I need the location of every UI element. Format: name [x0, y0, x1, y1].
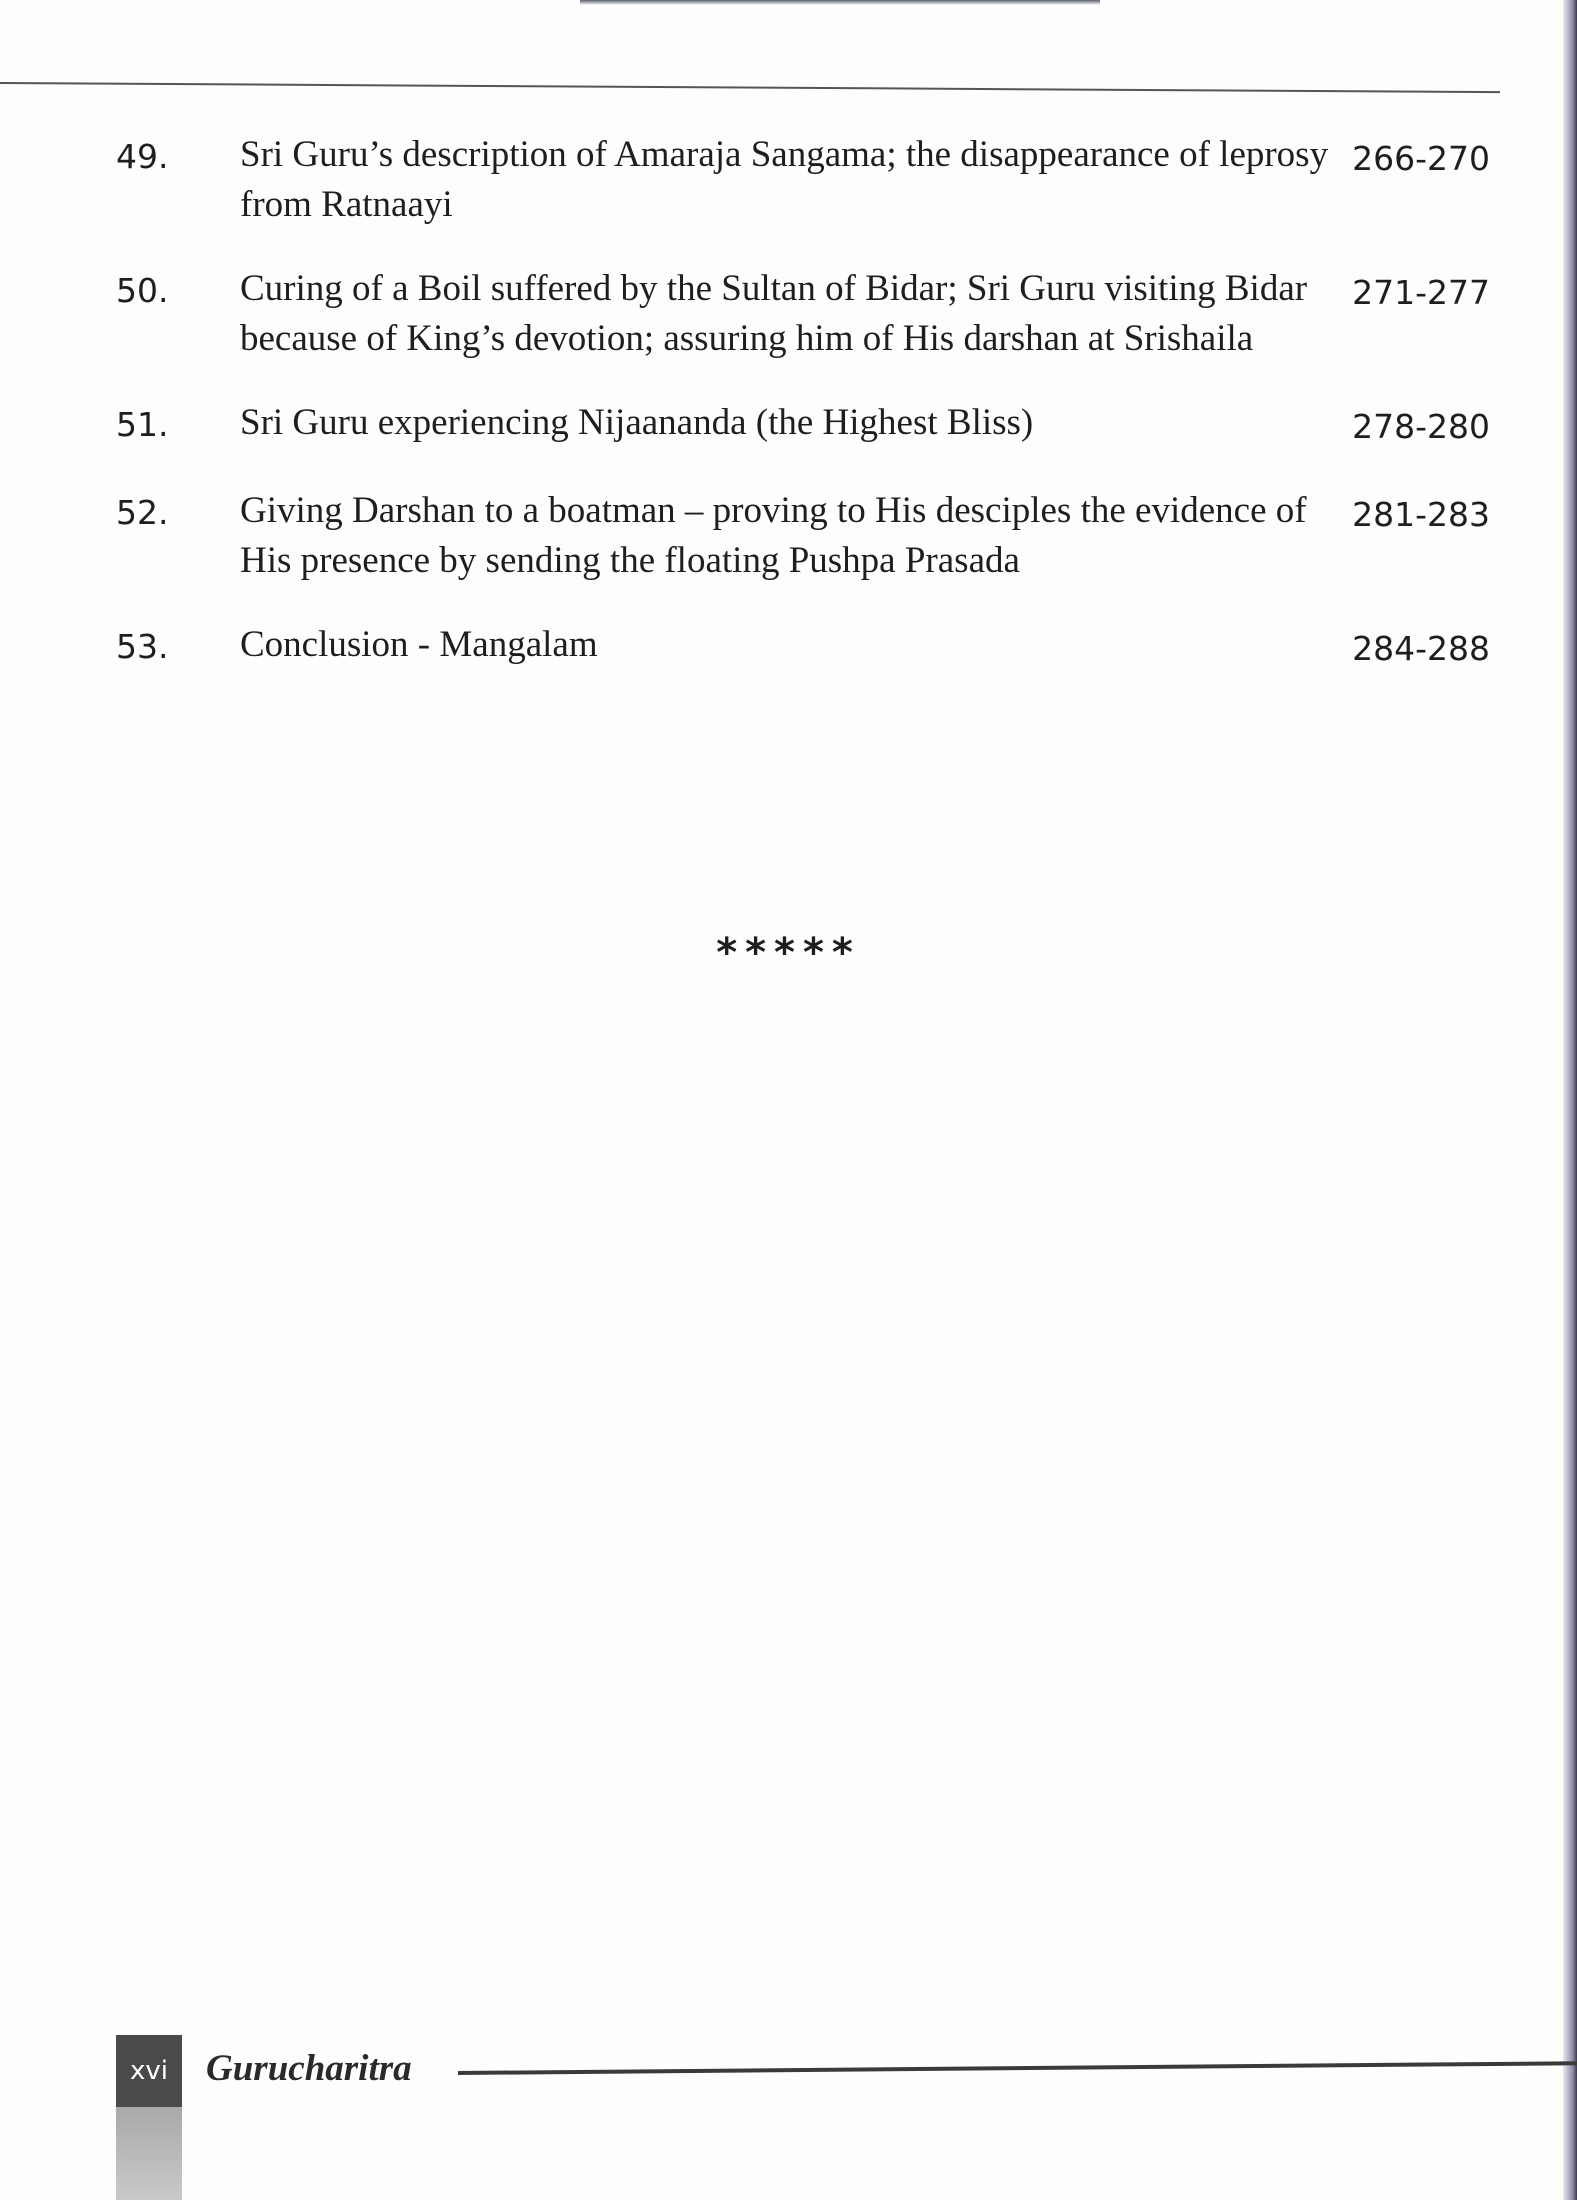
page-number: xvi [116, 2035, 182, 2107]
toc-entry-pages: 271-277 [1352, 273, 1490, 312]
toc-entry-title: Conclusion - Mangalam [240, 624, 598, 665]
page-right-edge [1563, 0, 1577, 2200]
toc-entry-number: 50. [116, 271, 169, 310]
toc-entry-number: 49. [116, 137, 169, 176]
toc-entry-title: Sri Guru experiencing Nijaananda (the Highest Bliss) [240, 402, 1034, 443]
table-of-contents [116, 130, 1496, 708]
toc-entry [116, 486, 1496, 586]
toc-entry-number: 53. [116, 627, 169, 666]
toc-entry [116, 264, 1496, 364]
running-title: Gurucharitra [206, 2048, 412, 2089]
toc-entry-pages: 284-288 [1352, 629, 1490, 668]
top-edge-shadow [580, 0, 1100, 5]
toc-entry [116, 398, 1496, 452]
footer-rule [458, 2061, 1577, 2075]
toc-entry-pages: 281-283 [1352, 495, 1490, 534]
toc-entry [116, 130, 1496, 230]
toc-entry-title: Giving Darshan to a boatman – proving to His desciples the evidence of His presence by sending the floating Pushpa Prasada [240, 490, 1307, 581]
thumb-tab [116, 2107, 182, 2200]
toc-entry-number: 51. [116, 405, 169, 444]
toc-entry [116, 620, 1496, 674]
section-separator: ***** [716, 930, 861, 976]
toc-entry-pages: 266-270 [1352, 139, 1490, 178]
header-rule [0, 82, 1500, 93]
toc-entry-title: Curing of a Boil suffered by the Sultan of Bidar; Sri Guru visiting Bidar because of King’s devotion; assuring him of His darshan at Srishaila [240, 268, 1308, 359]
toc-entry-title: Sri Guru’s description of Amaraja Sangama; the disappearance of leprosy from Ratnaayi [240, 134, 1329, 225]
toc-entry-pages: 278-280 [1352, 407, 1490, 446]
toc-entry-number: 52. [116, 493, 169, 532]
page-footer [116, 2035, 1576, 2200]
